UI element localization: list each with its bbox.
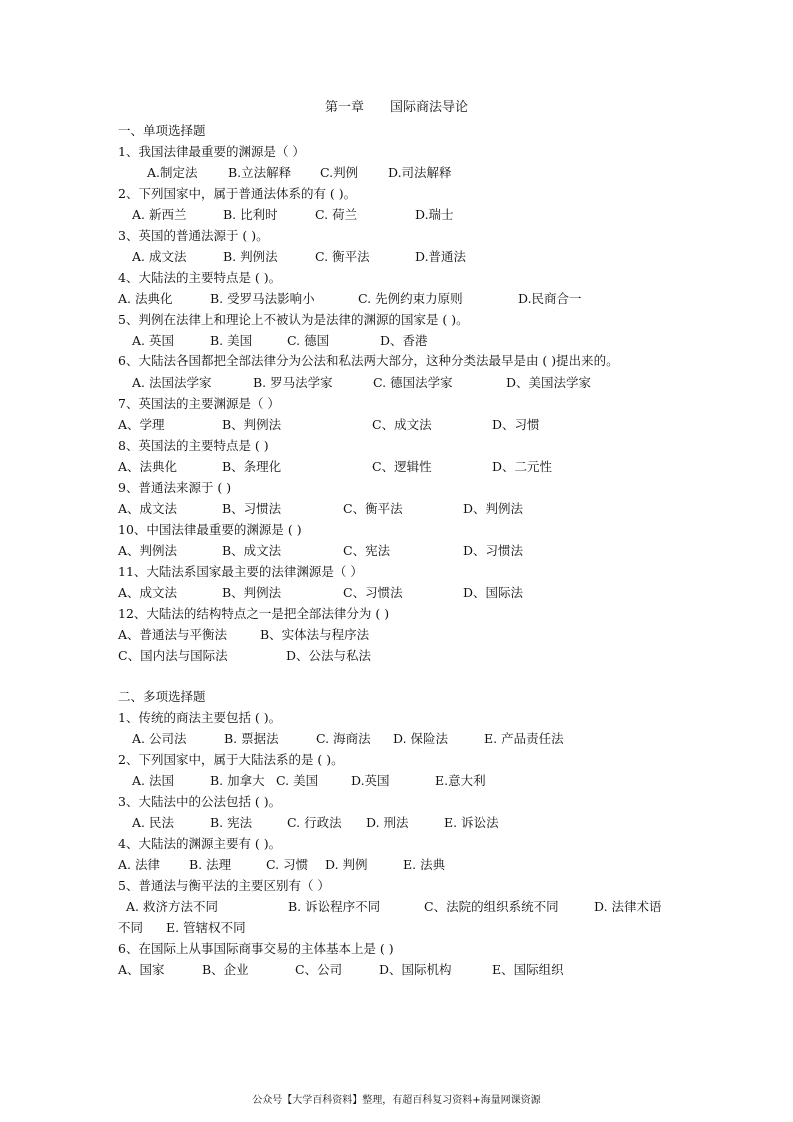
options-row <box>118 204 678 225</box>
options-row <box>118 624 678 645</box>
option: A.制定法 <box>147 165 198 180</box>
option: B、习惯法 <box>222 500 282 516</box>
option: E. 法典 <box>403 856 446 872</box>
option: C、习惯法 <box>343 584 403 600</box>
exam-content <box>118 120 678 980</box>
option: B.立法解释 <box>228 165 292 180</box>
option: D. 刑法 <box>366 814 409 830</box>
options-row <box>118 414 678 435</box>
question-text: 12、大陆法的结构特点之一是把全部法律分为 ( ) <box>118 605 390 621</box>
option: A. 成文法 <box>132 249 187 264</box>
option: C、逻辑性 <box>372 458 432 474</box>
options-row <box>118 645 678 666</box>
options-row <box>118 812 678 833</box>
option: D.民商合一 <box>518 291 582 306</box>
option: C. 行政法 <box>287 814 342 830</box>
option: D. 法律术语 <box>594 898 662 914</box>
option: C. 美国 <box>276 772 319 788</box>
question-text: 5、判例在法律上和理论上不被认为是法律的渊源的国家是 ( )。 <box>118 312 469 327</box>
question-text: 11、大陆法系国家最主要的法律渊源是（ ） <box>118 563 363 579</box>
option: A、判例法 <box>118 542 178 558</box>
option: E. 管辖权不同 <box>166 919 246 935</box>
option: B. 票据法 <box>224 730 279 746</box>
chapter-number: 第一章 <box>324 100 364 115</box>
option: B. 宪法 <box>210 814 253 830</box>
option: C、衡平法 <box>343 500 403 516</box>
option: B. 诉讼程序不同 <box>288 898 381 914</box>
question-text: 7、英国法的主要渊源是（ ） <box>118 395 280 411</box>
option: C、国内法与国际法 <box>118 647 228 663</box>
options-row <box>118 498 678 519</box>
option: A. 法国 <box>132 772 174 788</box>
option: C. 海商法 <box>316 730 371 746</box>
options-row <box>118 288 678 309</box>
option: D、国际法 <box>463 584 524 600</box>
question-text: 6、大陆法各国都把全部法律分为公法和私法两大部分，这种分类法最早是由 ( )提出来的。 <box>118 353 619 368</box>
option-continued: 不同 <box>118 919 144 935</box>
option: A、普通法与平衡法 <box>118 626 228 642</box>
options-row <box>118 372 678 393</box>
option: D. 保险法 <box>393 730 449 746</box>
option: A、成文法 <box>118 500 178 516</box>
option: B. 加拿大 <box>210 772 265 788</box>
option: E. 诉讼法 <box>444 814 499 830</box>
question-text: 1、我国法律最重要的渊源是（ ） <box>118 144 305 159</box>
option: A. 救济方法不同 <box>126 898 218 914</box>
option: D、国际机构 <box>379 961 452 977</box>
option: C、宪法 <box>343 542 391 558</box>
options-row <box>118 770 678 791</box>
option: B. 罗马法学家 <box>253 374 333 390</box>
footer-note: 公众号【大学百科资料】整理，有超百科复习资料+海量网课资源 <box>252 1095 541 1106</box>
option: A、法典化 <box>118 458 178 474</box>
option: B、判例法 <box>222 416 282 432</box>
question-text: 4、大陆法的渊源主要有 ( )。 <box>118 835 282 851</box>
option: D. 判例 <box>325 856 368 872</box>
option: B、判例法 <box>222 584 282 600</box>
option: E.意大利 <box>435 772 486 788</box>
question-text: 10、中国法律最重要的渊源是 ( ) <box>118 521 302 537</box>
option: B、企业 <box>202 961 249 977</box>
option: B、条理化 <box>222 458 282 474</box>
option: C、法院的组织系统不同 <box>424 898 559 914</box>
question-text: 9、普通法来源于 ( ) <box>118 479 232 495</box>
section-heading-single-choice: 一、单项选择题 <box>118 123 206 138</box>
option: A. 民法 <box>132 814 174 830</box>
option: D、判例法 <box>463 500 524 516</box>
options-row <box>118 959 678 980</box>
option: A. 公司法 <box>132 730 187 746</box>
option: A、国家 <box>118 961 165 977</box>
option: A. 英国 <box>132 333 174 348</box>
option: A. 法律 <box>118 856 160 872</box>
options-row <box>118 162 678 183</box>
option: C. 先例约束力原则 <box>358 291 463 306</box>
option: B. 美国 <box>210 333 253 348</box>
options-row <box>118 540 678 561</box>
option: D.司法解释 <box>388 165 452 180</box>
option: C. 习惯 <box>266 856 309 872</box>
option: B. 比利时 <box>223 207 278 222</box>
option: C. 德国法学家 <box>373 374 453 390</box>
options-row <box>118 896 678 917</box>
question-text: 3、大陆法中的公法包括 ( )。 <box>118 793 282 809</box>
option: A、成文法 <box>118 584 178 600</box>
options-row <box>118 917 678 938</box>
option: D.瑞士 <box>415 207 454 222</box>
option: D、习惯法 <box>463 542 524 558</box>
question-text: 4、大陆法的主要特点是 ( )。 <box>118 270 282 285</box>
option: D、香港 <box>380 333 428 348</box>
option: E. 产品责任法 <box>484 730 564 746</box>
option: D、习惯 <box>492 416 540 432</box>
question-text: 3、英国的普通法源于 ( )。 <box>118 228 269 243</box>
page-title <box>0 99 793 117</box>
question-text: 6、在国际上从事国际商事交易的主体基本上是 ( ) <box>118 940 394 956</box>
option: A. 法国法学家 <box>132 374 212 390</box>
option: B. 受罗马法影响小 <box>210 291 315 306</box>
question-text: 2、下列国家中，属于普通法体系的有 ( )。 <box>118 186 357 201</box>
option: D、二元性 <box>492 458 553 474</box>
option: A、学理 <box>118 416 165 432</box>
chapter-name: 国际商法导论 <box>390 100 469 115</box>
section-heading-multiple-choice: 二、多项选择题 <box>118 688 206 704</box>
option: B. 判例法 <box>223 249 278 264</box>
option: C、成文法 <box>372 416 432 432</box>
options-row <box>118 330 678 351</box>
question-text: 8、英国法的主要特点是 ( ) <box>118 437 269 453</box>
question-text: 5、普通法与衡平法的主要区别有（ ） <box>118 877 330 893</box>
option: E、国际组织 <box>492 961 564 977</box>
options-row <box>118 456 678 477</box>
options-row <box>118 582 678 603</box>
option: D、公法与私法 <box>286 647 372 663</box>
option: B、成文法 <box>222 542 282 558</box>
option: C. 德国 <box>287 333 330 348</box>
option: C、公司 <box>295 961 343 977</box>
options-row <box>118 246 678 267</box>
question-text: 2、下列国家中，属于大陆法系的是 ( )。 <box>118 751 344 767</box>
option: B、实体法与程序法 <box>260 626 370 642</box>
option: A. 新西兰 <box>132 207 187 222</box>
option: D.英国 <box>351 772 390 788</box>
option: C. 衡平法 <box>315 249 370 264</box>
option: C.判例 <box>320 165 359 180</box>
question-text: 1、传统的商法主要包括 ( )。 <box>118 709 282 725</box>
option: B. 法理 <box>189 856 232 872</box>
options-row <box>118 854 678 875</box>
option: D.普通法 <box>415 249 467 264</box>
option: A. 法典化 <box>118 291 173 306</box>
option: C. 荷兰 <box>315 207 358 222</box>
option: D、美国法学家 <box>506 374 592 390</box>
options-row <box>118 728 678 749</box>
